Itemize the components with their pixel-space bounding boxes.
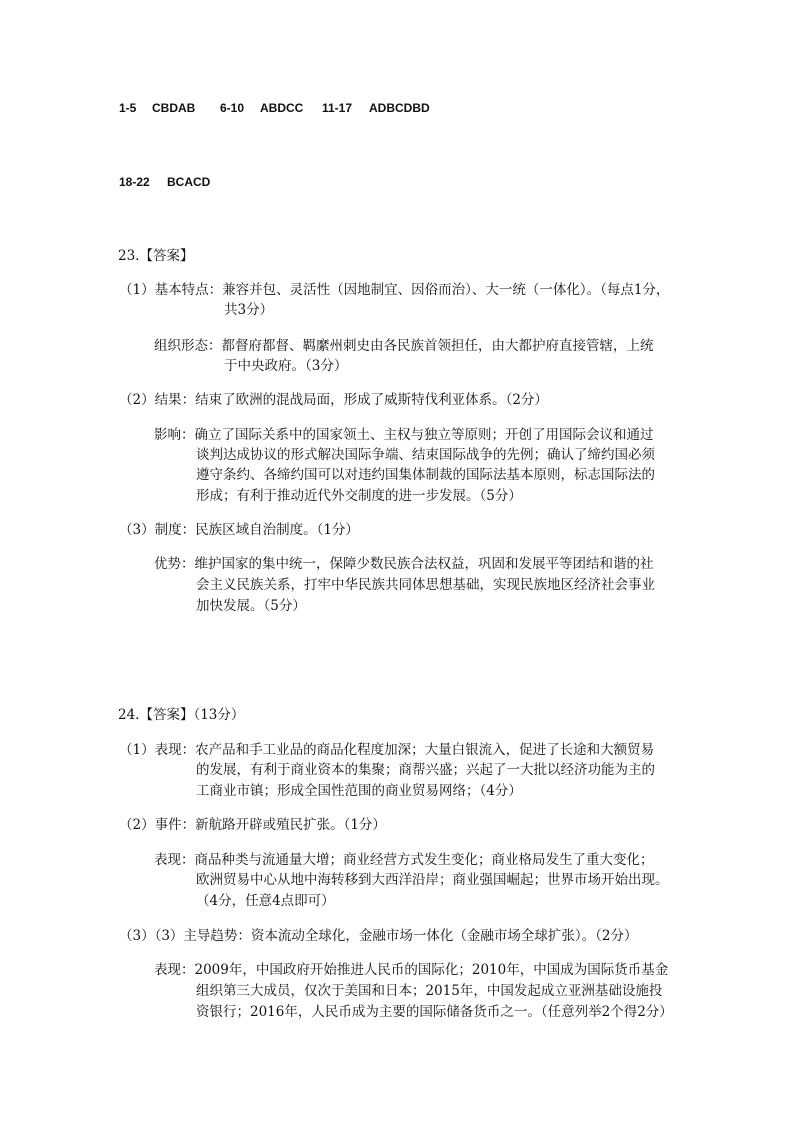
mcq-row-1	[119, 101, 430, 115]
q23-advantage-line: 优势：维护国家的集中统一，保障少数民族合法权益，巩固和发展平等团结和谐的社	[154, 556, 654, 572]
q24-performance-line: 表现：2009年，中国政府开始推进人民币的国际化；2010年，中国成为国际货币基金	[154, 962, 669, 978]
q23-org-line: 于中央政府。（3分）	[224, 358, 348, 374]
q23-impact-line: 影响：确立了国际关系中的国家领土、主权与独立等原则；开创了用国际会议和通过	[154, 427, 654, 443]
q23-advantage-line: 加快发展。（5分）	[196, 598, 306, 614]
q23-part2-line: （2）结果：结束了欧洲的混战局面，形成了威斯特伐利亚体系。（2分）	[119, 392, 548, 408]
mcq-answers: ABDCC	[260, 101, 304, 115]
q24-performance-line: 表现：商品种类与流通量大增；商业经营方式发生变化；商业格局发生了重大变化；	[154, 852, 654, 868]
q24-performance-line: 欧洲贸易中心从地中海转移到大西洋沿岸；商业强国崛起；世界市场开始出现。	[196, 872, 669, 888]
q23-heading: 23.【答案】	[118, 248, 194, 264]
q24-part1-line: （1）表现：农产品和手工业品的商品化程度加深；大量白银流入，促进了长途和大额贸易	[119, 742, 655, 758]
mcq-range: 1-5	[119, 101, 137, 115]
q24-performance-line: （4分，任意4点即可）	[196, 893, 335, 909]
mcq-range: 11-17	[322, 101, 353, 115]
q23-advantage-line: 会主义民族关系，打牢中华民族共同体思想基础，实现民族地区经济社会事业	[196, 577, 655, 593]
q24-performance-line: 资银行；2016年，人民币成为主要的国际储备货币之一。（任意列举2个得2分）	[196, 1004, 673, 1020]
q23-org-line: 组织形态：都督府都督、羁縻州刺史由各民族首领担任，由大都护府直接管辖，上统	[154, 338, 654, 354]
mcq-range: 18-22	[119, 175, 150, 189]
q24-heading: 24.【答案】（13分）	[118, 707, 245, 723]
mcq-answers: ADBCDBD	[369, 101, 430, 115]
q24-part3-line: （3）（3）主导趋势：资本流动全球化，金融市场一体化（金融市场全球扩张）。（2分）	[119, 928, 638, 944]
q24-part1-line: 工商业市镇；形成全国性范围的商业贸易网络；（4分）	[196, 783, 522, 799]
q23-part3-line: （3）制度：民族区域自治制度。（1分）	[119, 522, 359, 538]
mcq-answers: BCACD	[167, 175, 211, 189]
mcq-range: 6-10	[220, 101, 245, 115]
q23-impact-line: 谈判达成协议的形式解决国际争端、结束国际战争的先例；确认了缔约国必须	[196, 447, 655, 463]
q24-part1-line: 的发展，有利于商业资本的集聚；商帮兴盛；兴起了一大批以经济功能为主的	[196, 762, 655, 778]
q23-impact-line: 形成；有利于推动近代外交制度的进一步发展。（5分）	[196, 488, 522, 504]
mcq-row-2	[119, 175, 210, 189]
q23-part1-line: 共3分）	[224, 302, 274, 318]
q24-performance-line: 组织第三大成员，仅次于美国和日本；2015年，中国发起成立亚洲基础设施投	[196, 983, 663, 999]
q23-impact-line: 遵守条约、各缔约国可以对违约国集体制裁的国际法基本原则，标志国际法的	[196, 467, 655, 483]
mcq-answers: CBDAB	[152, 101, 196, 115]
q23-part1-line: （1）基本特点：兼容并包、灵活性（因地制宜、因俗而治）、大一统（一体化）。（每点1分，	[119, 282, 670, 298]
q24-part2-line: （2）事件：新航路开辟或殖民扩张。（1分）	[119, 817, 386, 833]
